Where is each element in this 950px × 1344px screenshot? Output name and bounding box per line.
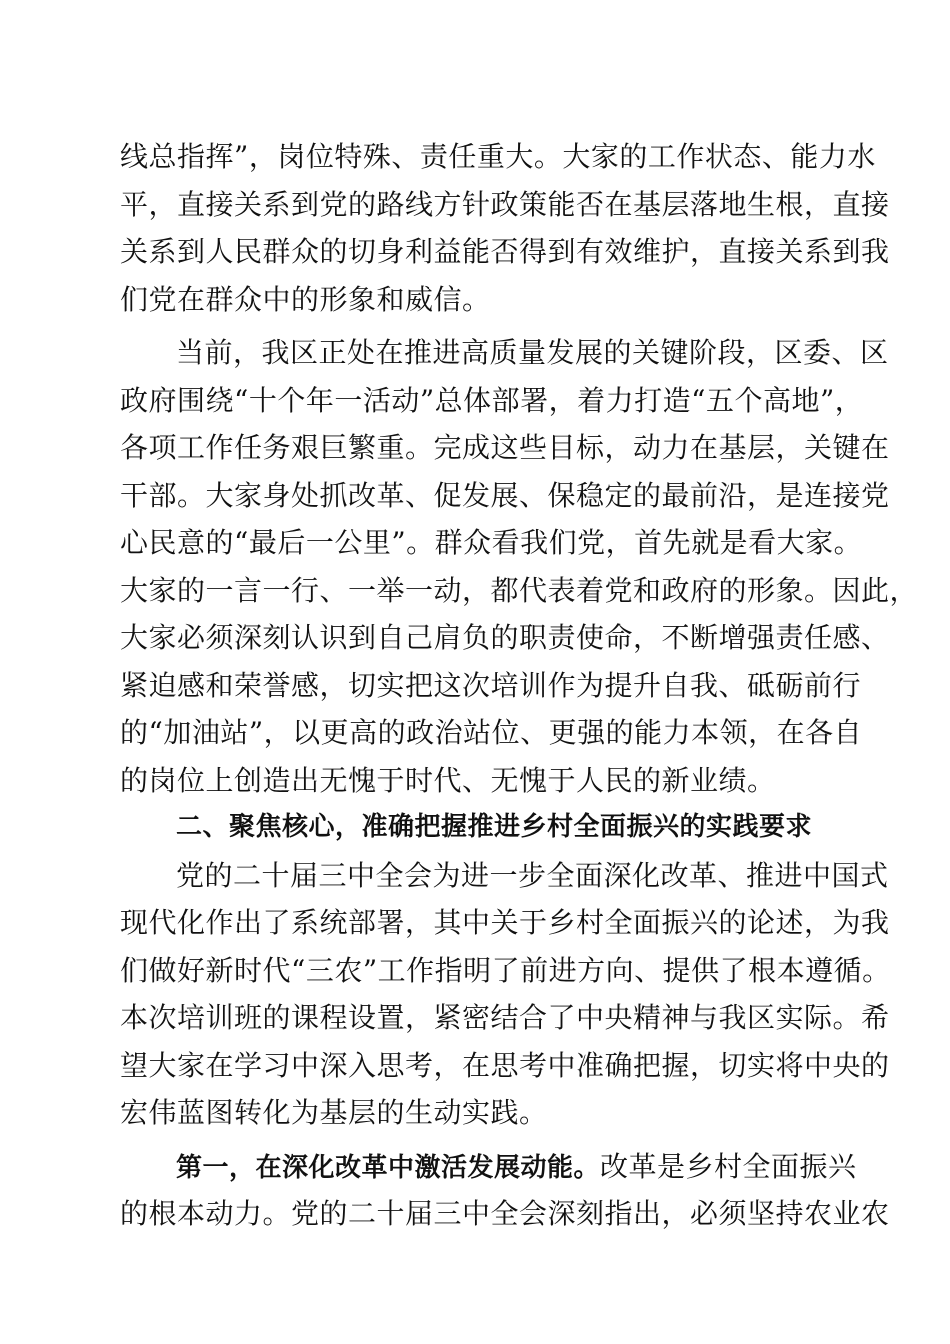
- text-line: 紧迫感和荣誉感，切实把这次培训作为提升自我、砥砺前行: [120, 668, 862, 702]
- text-line: 的岗位上创造出无愧于时代、无愧于人民的新业绩。: [120, 763, 776, 797]
- text-line: 关系到人民群众的切身利益能否得到有效维护，直接关系到我: [120, 235, 890, 268]
- text-line: 的“加油站”，以更高的政治站位、更强的能力本领，在各自: [120, 716, 863, 749]
- text-line: 政府围绕“十个年一活动”总体部署，着力打造“五个高地”，: [120, 383, 864, 417]
- text-line: [120, 1143, 857, 1191]
- text-line: 干部。大家身处抓改革、促发展、保稳定的最前沿，是连接党: [120, 478, 890, 512]
- text-line: 大家的一言一行、一举一动，都代表着党和政府的形象。因此，: [120, 573, 919, 607]
- paragraph-plenum: [120, 852, 891, 1137]
- paragraph-lead: 第一，在深化改革中激活发展动能。: [176, 1152, 601, 1183]
- text-line: 当前，我区正处在推进高质量发展的关键阶段，区委、区: [176, 336, 889, 369]
- text-line: 各项工作任务艰巨繁重。完成这些目标，动力在基层，关键在: [120, 431, 890, 464]
- text-line: 本次培训班的课程设置，紧密结合了中央精神与我区实际。希: [120, 1001, 890, 1034]
- text-line: 平，直接关系到党的路线方针政策能否在基层落地生根，直接: [120, 187, 890, 221]
- text-line: 们做好新时代“三农”工作指明了前进方向、提供了根本遵循。: [120, 953, 891, 987]
- text-line: 宏伟蓝图转化为基层的生动实践。: [120, 1096, 548, 1129]
- paragraph-first: [120, 1143, 890, 1238]
- text-line: 望大家在学习中深入思考，在思考中准确把握，切实将中央的: [120, 1048, 890, 1082]
- text-line: 党的二十届三中全会为进一步全面深化改革、推进中国式: [176, 858, 889, 892]
- text-line: 线总指挥”，岗位特殊、责任重大。大家的工作状态、能力水: [120, 140, 876, 173]
- paragraph-continued: [120, 133, 890, 323]
- section-heading: 二、聚焦核心，准确把握推进乡村全面振兴的实践要求: [176, 812, 813, 842]
- paragraph-current: [120, 329, 919, 804]
- document-page: [120, 133, 919, 1238]
- text-line: 大家必须深刻认识到自己肩负的职责使命，不断增强责任感、: [120, 621, 890, 654]
- text-line: 的根本动力。党的二十届三中全会深刻指出，必须坚持农业农: [120, 1197, 890, 1230]
- text-line: 心民意的“最后一公里”。群众看我们党，首先就是看大家。: [120, 526, 863, 559]
- text-line: 现代化作出了系统部署，其中关于乡村全面振兴的论述，为我: [120, 906, 890, 939]
- paragraph-lead-rest: 改革是乡村全面振兴: [600, 1149, 857, 1183]
- text-line: 们党在群众中的形象和威信。: [120, 282, 491, 316]
